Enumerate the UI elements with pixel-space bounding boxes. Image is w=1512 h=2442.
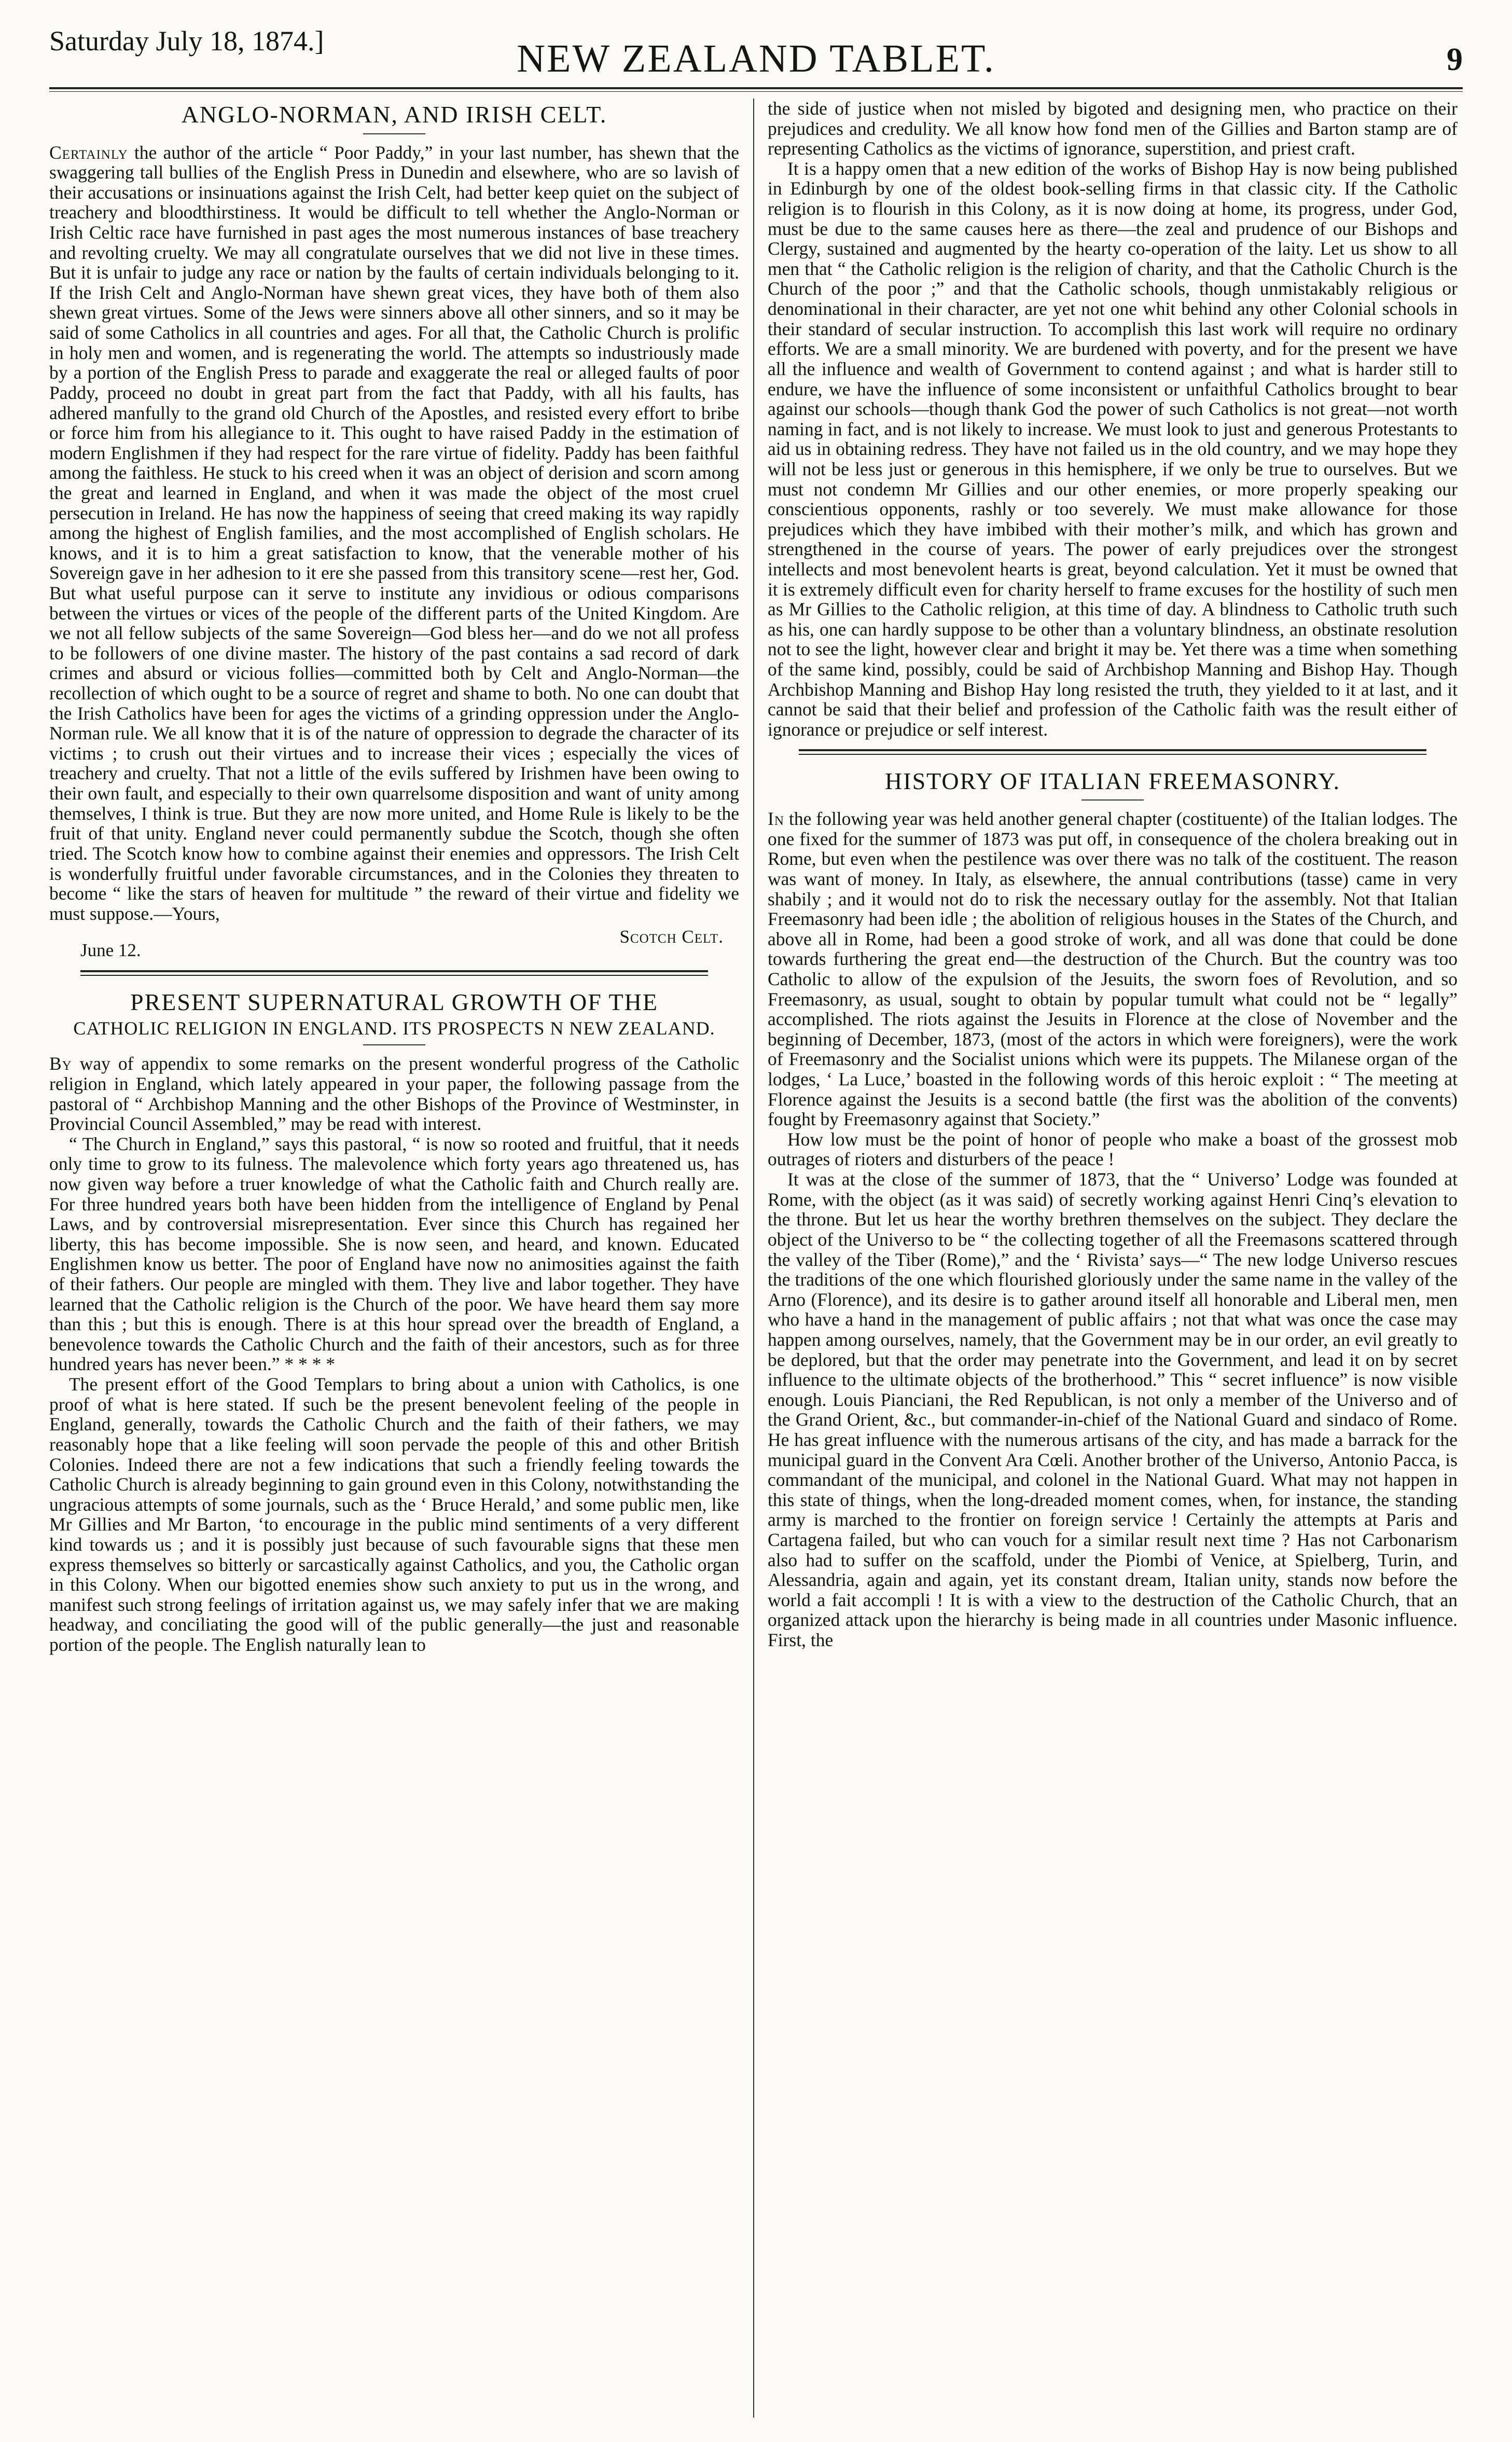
paragraph-text: way of appendix to some remarks on the present wonderful progress of the Catholic religion in England, which lately appeared in your paper, the following passage from the pastoral of “ Archbishop Manning and the other Bishops of the Province of Westminster, in Provincial Council Assembled,” may be read with interest.: [49, 1053, 739, 1135]
title-rule: [363, 133, 425, 134]
article-anglo-norman: [49, 102, 739, 961]
paragraph: It is a happy omen that a new edition of the works of Bishop Hay is now being published in Edinburgh by one of the oldest book-selling firms in that classic city. If the Catholic religion is to flourish in this Colony, as it is now doing at home, its progress, under God, must be due to the same causes here as there—the zeal and prudence of our Bishops and Clergy, sustained and augmented by the hearty co-operation of the laity. Let us show to all men that “ the Catholic religion is the religion of charity, and that the Catholic Church is the Church of the poor ;” and that the Catholic schools, though unmistakably religious or denominational in their character, are yet not one whit behind any other Colonial schools in their standard of secular instruction. To accomplish this last work will require no ordinary efforts. We are a small minority. We are burdened with poverty, and for the present we have all the influence and wealth of Government to contend against ; and what is harder still to endure, we have the influence of some inconsistent or unfaithful Catholics brought to bear against our schools—though thank God the power of such Catholics is not great—not worth naming in fact, and is not likely to increase. We must look to just and generous Protestants to aid us in obtaining redress. They have not failed us in the old country, and we may hope they will not be less just or generous in this hemisphere, if we only be true to ourselves. But we must not condemn Mr Gillies and our other enemies, or more properly speaking our conscientious opponents, rashly or too severely. We must make allowance for those prejudices which they have imbibed with their mother’s milk, and which has grown and strengthened in the course of years. The power of early prejudices over the strongest intellects and most benevolent hearts is great, beyond calculation. Yet it must be owned that it is extremely difficult even for charity herself to frame excuses for the hostility of such men as Mr Gillies to the Catholic religion, at this time of day. A blindness to Catholic truth such as his, one can hardly suppose to be other than a voluntary blindness, an obstinate resolution not to see the light, however clear and bright it may be. Yet there was a time when something of the same kind, possibly, could be said of Archbishop Manning and Bishop Hay. Though Archbishop Manning and Bishop Hay long resisted the truth, they yielded to it at last, and it cannot be said that their belief and profession of the Catholic faith was the result either of ignorance or prejudice or self interest.: [768, 158, 1458, 740]
section-divider: [80, 970, 708, 976]
title-rule: [363, 1044, 425, 1045]
paragraph: [49, 1054, 739, 1134]
page-number: 9: [1447, 42, 1463, 77]
right-column: [768, 99, 1458, 2418]
paragraph-text: the following year was held another general chapter (costituente) of the Italian lodges. The one fixed for the summer of 1873 was put off, in consequence of the cholera breaking out in Rome, but even when the pestilence was over there was no talk of the costituent. The reason was want of money. In Italy, as elsewhere, the annual contributions (tasse) came in very shabily ; and it would not do to risk the necessary outlay for the assembly. Not that Italian Freemasonry had been idle ; the abolition of religious houses in the States of the Church, and above all in Rome, had been a good stroke of work, and all was done that could be done towards furthering the great end—the destruction of the Church. But the country was too Catholic to allow of the expulsion of the Jesuits, the sworn foes of Revolution, and so Freemasonry, as usual, sought to obtain by popular tumult what could not be “ legally” accomplished. The riots against the Jesuits in Florence at the close of November and the beginning of December, 1873, (most of the actors in which were foreigners), were the work of Freemasonry and the Socialist unions which were its puppets. The Milanese organ of the lodges, ‘ La Luce,’ boasted in the following words of this heroic exploit : “ The meeting at Florence against the Jesuits is a second battle (the first was the abolition of the convents) fought by Freemasonry against that Society.”: [768, 808, 1458, 1130]
article-supernatural-growth: [49, 989, 739, 1654]
lead-word: By: [49, 1053, 72, 1074]
paragraph-text: the author of the article “ Poor Paddy,” in your last number, has shewn that the swaggering tall bullies of the English Press in Dunedin and elsewhere, who are so lavish of their accusations or insinuations against the Irish Celt, had better keep quiet on the subject of treachery and bloodthirstiness. It would be difficult to tell whether the Anglo-Norman or Irish Celtic race have furnished in past ages the most numerous instances of base treachery and revolting cruelty. We may all congratulate ourselves that we did not live in these times. But it is unfair to judge any race or nation by the faults of certain individuals belonging to it. If the Irish Celt and Anglo-Norman have shewn great vices, they have both of them also shewn great virtues. Some of the Jews were sinners above all other sinners, and so it may be said of some Catholics in all countries and ages. For all that, the Catholic Church is prolific in holy men and women, and is regenerating the world. The attempts so industriously made by a portion of the English Press to parade and exaggerate the real or alleged faults of poor Paddy, proceed no doubt in great part from the fact that Paddy, with all his faults, has adhered manfully to the grand old Church of the Apostles, and resisted every effort to bribe or force him from his allegiance to it. This ought to have raised Paddy in the estimation of modern Englishmen if they had respect for the rare virtue of fidelity. Paddy has been faithful among the faithless. He stuck to his creed when it was an object of derision and scorn among the great and learned in England, and when it was made the object of the most cruel persecution in Ireland. He has now the happiness of seeing that creed making its way rapidly among the highest of English families, and the most accomplished of English scholars. He knows, and it is to him a great satisfaction to know, that the venerable mother of his Sovereign gave in her adhesion to it ere she passed from this transitory scene—rest her, God. But what useful purpose can it serve to institute any invidious or odious comparisons between the virtues or vices of the people of the different parts of the United Kingdom. Are we not all fellow subjects of the same Sovereign—God bless her—and do we not all profess to be followers of one divine master. The history of the past contains a sad record of dark crimes and absurd or vicious follies—committed both by Celt and Anglo-Norman—the recollection of which ought to be a source of regret and shame to both. No one can doubt that the Irish Catholics have been for ages the victims of a grinding oppression under the Anglo-Norman rule. We all know that it is of the nature of oppression to degrade the character of its victims ; to crush out their virtues and to increase their vices ; especially the vices of treachery and cruelty. That not a little of the evils suffered by Irishmen have been owing to their own fault, and especially to their own quarrelsome disposition and want of unity among themselves, I think is true. But they are now more united, and Home Rule is likely to be the fruit of that unity. England never could permanently subdue the Scotch, though she often tried. The Scotch know how to combine against their enemies and oppressors. The Irish Celt is wonderfully fruitful under favorable circumstances, and in the Colonies they threaten to become “ like the stars of heaven for multitude ” the reward of their virtue and fidelity we must suppose.—Yours,: [49, 142, 739, 924]
dateline: June 12.: [80, 940, 141, 961]
article-body: [768, 809, 1458, 1650]
paragraph: “ The Church in England,” says this pastoral, “ is now so rooted and fruitful, that it needs only time to grow to its fulness. The malevolence which forty years ago threatened us, has now given way before a truer knowledge of what the Catholic faith and Church really are. For three hundred years both have been hidden from the intelligence of England by Penal Laws, and by controversial misrepresentation. Ever since this Church has regained her liberty, this has become impossible. She is now seen, and heard, and known. Educated Englishmen know us better. The poor of England have now no animosities against the faith of their fathers. Our people are mingled with them. They live and labor together. They have learned that the Catholic religion is the Church of the poor. We have heard them say more than this ; but this is enough. There is at this hour spread over the breadth of England, a benevolence towards the Catholic Church and the faith of their ancestors, such as for three hundred years has never been.” * * * *: [49, 1133, 739, 1375]
header-rule: [49, 87, 1463, 92]
column-divider: [753, 99, 754, 2418]
paragraph: the side of justice when not misled by bigoted and designing men, who practice on their prejudices and credulity. We all know how fond men of the Gillies and Barton stamp are of representing Catholics as the victims of ignorance, superstition, and priest craft.: [768, 99, 1458, 159]
paragraph: [49, 143, 739, 924]
article-title: ANGLO-NORMAN, AND IRISH CELT.: [181, 101, 607, 128]
newspaper-title: NEW ZEALAND TABLET.: [517, 37, 995, 80]
lead-word: Certainly: [49, 142, 128, 163]
paragraph: [768, 809, 1458, 1129]
paragraph: The present effort of the Good Templars to bring about a union with Catholics, is one proof of what is here stated. If such be the present benevolent feeling of the people in England, generally, towards the Catholic Church and the faith of their fathers, we may reasonably hope that a like feeling will soon pervade the people of this and other British Colonies. Indeed there are not a few indications that such a friendly feeling towards the Catholic Church is already beginning to gain ground even in this Colony, notwithstanding the ungracious attempts of some journals, such as the ‘ Bruce Herald,’ and some public men, like Mr Gillies and Mr Barton, ‘to encourage in the public mind sentiments of a very different kind towards us ; and it is possibly just because of such favourable signs that these men express themselves so bitterly or sarcastically against Catholics, and you, the Catholic organ in this Colony. When our bigotted enemies show such anxiety to put us in the wrong, and manifest such strong feelings of irritation against us, we may safely infer that we are making headway, and conciliating the good will of the public generally—the just and reasonable portion of the people. The English naturally lean to: [49, 1374, 739, 1655]
page-header: [49, 21, 1463, 86]
lead-word: In: [768, 808, 784, 830]
title-rule: [1081, 799, 1144, 801]
article-italian-freemasonry: [768, 768, 1458, 1650]
newspaper-page: [49, 21, 1463, 2418]
issue-date: Saturday July 18, 1874.]: [49, 25, 324, 57]
article-body: [49, 1054, 739, 1654]
left-column: [49, 99, 739, 2418]
signature: Scotch Celt.: [619, 927, 724, 947]
article-title: PRESENT SUPERNATURAL GROWTH OF THE: [130, 989, 658, 1016]
columns: [49, 99, 1463, 2418]
article-subtitle: CATHOLIC RELIGION IN ENGLAND. ITS PROSPECTS N NEW ZEALAND.: [73, 1017, 715, 1039]
article-title: HISTORY OF ITALIAN FREEMASONRY.: [885, 767, 1340, 794]
paragraph: How low must be the point of honor of people who make a boast of the grossest mob outrages of rioters and disturbers of the peace !: [768, 1128, 1458, 1170]
article-body: [768, 99, 1458, 740]
paragraph: It was at the close of the summer of 1873, that the “ Universo’ Lodge was founded at Rome, with the object (as it was said) of secretly working against Henri Cinq’s elevation to the throne. But let us hear the worthy brethren themselves on the subject. They declare the object of the Universo to be “ the collecting together of all the Freemasons scattered through the valley of the Tiber (Rome),” and the ‘ Rivista’ says—“ The new lodge Universo rescues the traditions of the one which flourished gloriously under the same name in the valley of the Arno (Florence), and its desire is to gather around itself all honorable and Liberal men, men who have a hand in the management of public affairs ; not that what was once the case may happen among ourselves, namely, that the Government may be in our order, an evil greatly to be deplored, but that the order may penetrate into the Government, and lead it on by secret influence to the ultimate objects of the brotherhood.” This “ secret influence” is now visible enough. Louis Pianciani, the Red Republican, is not only a member of the Universo and of the Grand Orient, &c., but commander-in-chief of the National Guard and sindaco of Rome. He has great influence with the numerous artisans of the city, and has made a barrack for the municipal guard in the Convent Ara Cœli. Another brother of the Universo, Antonio Pacca, is commandant of the municipal, and colonel in the National Guard. What may not happen in this state of things, when the long-dreaded moment comes, when, for instance, the standing army is marched to the frontier on foreign service ! Certainly the attempts at Paris and Cartagena failed, but who can vouch for a similar result next time ? Has not Carbonarism also had to suffer on the scaffold, under the Piombi of Venice, at Spielberg, Turin, and Alessandria, again and again, yet its constant dream, Italian unity, stands now before the world a fait accompli ! It is with a view to the destruction of the Catholic Church, that an organized attack upon the hierarchy is being made in all countries under Masonic influence. First, the: [768, 1169, 1458, 1651]
article-body: [49, 143, 739, 924]
signoff: [49, 927, 739, 961]
article-supernatural-continued: [768, 99, 1458, 740]
section-divider: [799, 749, 1426, 755]
